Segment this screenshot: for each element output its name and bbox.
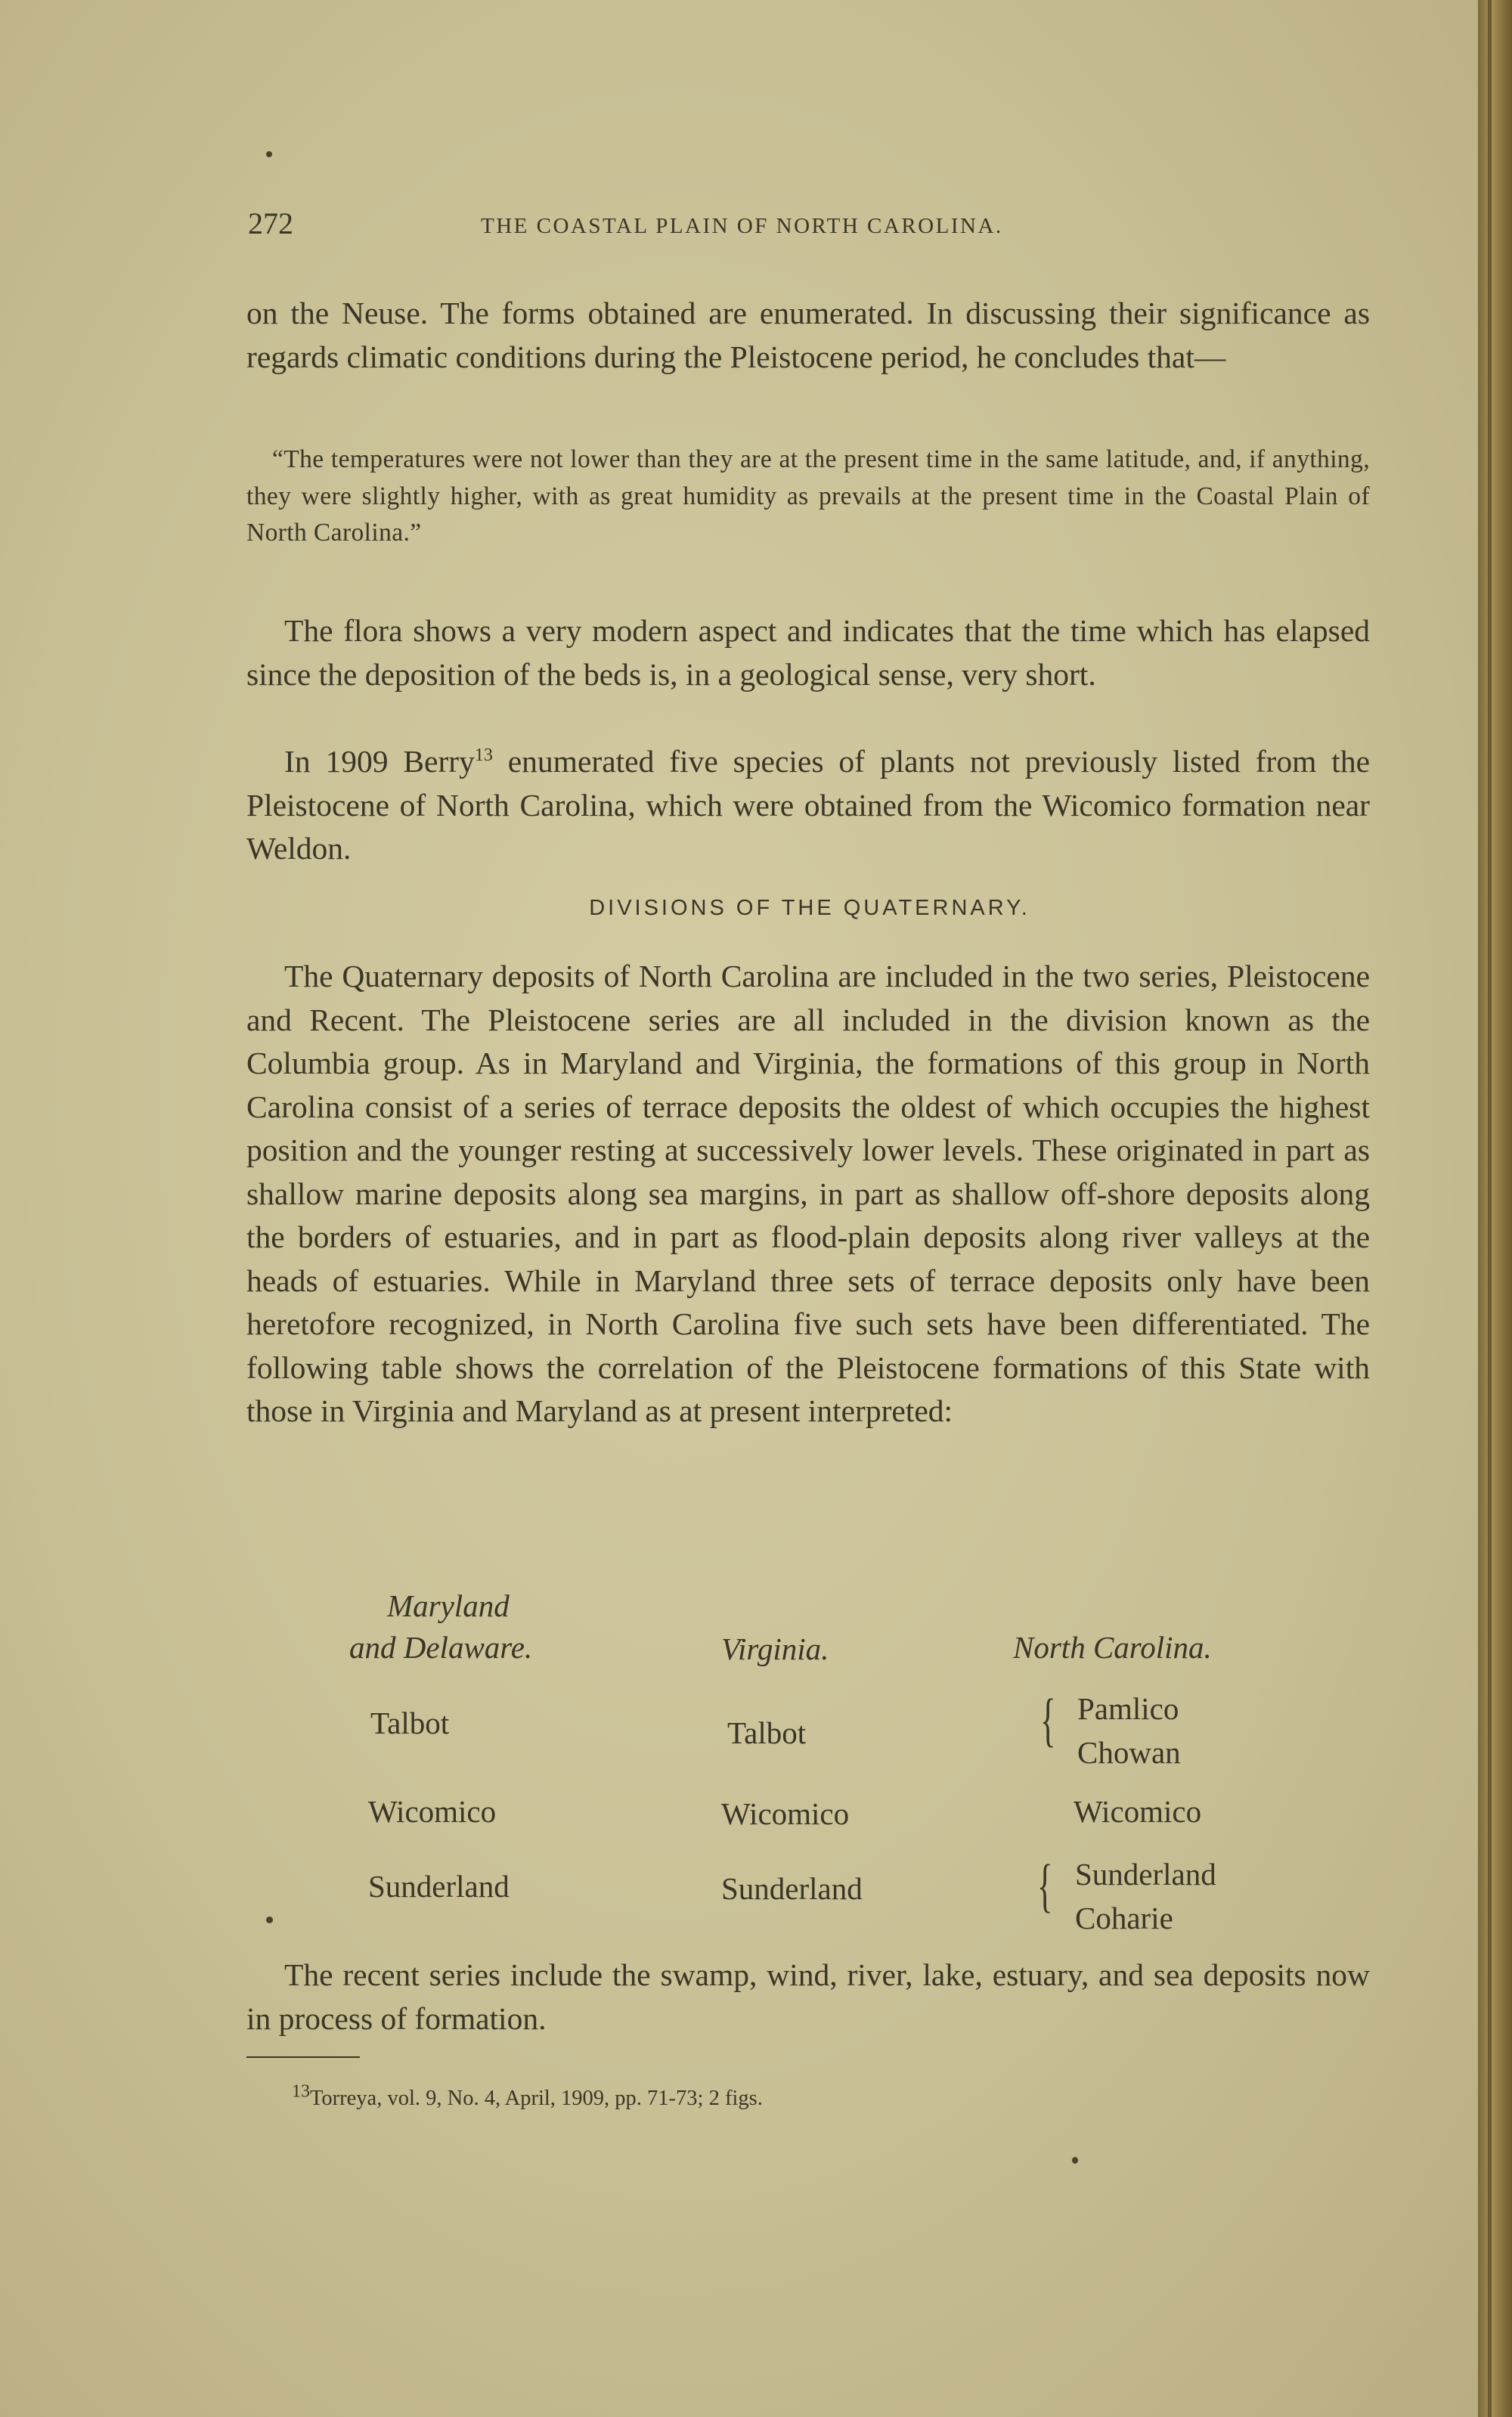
column-header-north-carolina: North Carolina.: [1013, 1630, 1212, 1665]
footnote-reference: 13: [474, 745, 493, 766]
cell-nc-pamlico: Pamlico: [1077, 1691, 1179, 1726]
footnote-rule: [246, 2056, 360, 2058]
cell-nc-chowan: Chowan: [1077, 1735, 1181, 1770]
cell-nc-coharie: Coharie: [1075, 1901, 1173, 1935]
ink-speck: [1072, 2157, 1078, 2164]
left-brace-icon: {: [1040, 1687, 1056, 1752]
paragraph-3-start: In 1909 Berry: [284, 744, 475, 779]
cell-maryland-talbot: Talbot: [370, 1706, 450, 1740]
column-header-maryland-line2: and Delaware.: [349, 1630, 533, 1665]
section-heading: DIVISIONS OF THE QUATERNARY.: [589, 896, 1030, 920]
left-brace-icon: {: [1037, 1852, 1053, 1918]
cell-virginia-talbot: Talbot: [727, 1715, 807, 1750]
running-title: THE COASTAL PLAIN OF NORTH CAROLINA.: [481, 214, 1003, 238]
footnote-number: 13: [292, 2081, 310, 2102]
cell-maryland-sunderland: Sunderland: [368, 1869, 510, 1904]
cell-maryland-wicomico: Wicomico: [368, 1794, 497, 1829]
paragraph-3-rest: enumerated five species of plants not previously listed from the Pleistocene of North Carolina, which were obtained from the Wicomico formation near Weldon.: [246, 744, 1370, 866]
column-header-virginia: Virginia.: [721, 1631, 829, 1666]
ink-speck: [266, 1917, 273, 1923]
block-quote: “The temperatures were not lower than they are at the present time in the same latitude, and, if anything, they were slightly higher, with as great humidity as prevails at the present time in the Coastal Plain of North Carolina.”: [246, 445, 1370, 547]
paragraph-3: [246, 740, 1370, 871]
cell-virginia-wicomico: Wicomico: [721, 1796, 850, 1831]
book-spine-shadow: [1478, 0, 1512, 2417]
footnote-text: Torreya, vol. 9, No. 4, April, 1909, pp. 71-73; 2 figs.: [310, 2087, 763, 2110]
paragraph-1: on the Neuse. The forms obtained are enumerated. In discussing their significance as regards climatic conditions during the Pleistocene period, he concludes that—: [246, 296, 1370, 374]
column-header-maryland-line1: Maryland: [387, 1588, 510, 1623]
paragraph-2: The flora shows a very modern aspect and indicates that the time which has elapsed since the deposition of the beds is, in a geological sense, very short.: [246, 613, 1370, 692]
cell-nc-wicomico: Wicomico: [1074, 1794, 1202, 1829]
ink-speck: [266, 151, 272, 157]
book-gutter-line: [1488, 0, 1492, 2417]
footnote: [292, 2081, 763, 2111]
paragraph-5: The recent series include the swamp, wind, river, lake, estuary, and sea deposits now in process of formation.: [246, 1957, 1370, 2036]
paragraph-4: The Quaternary deposits of North Carolina are included in the two series, Pleistocene and Recent. The Pleistocene series are all included in the division known as the Columbia group. As in Maryland and Virginia, the formations of this group in North Carolina consist of a series of terrace deposits the oldest of which occupies the highest position and the younger resting at successively lower levels. These originated in part as shallow marine deposits along sea margins, in part as shallow off-shore deposits along the borders of estuaries, and in part as flood-plain deposits along river valleys at the heads of estuaries. While in Maryland three sets of terrace deposits only have been heretofore recognized, in North Carolina five such sets have been differentiated. The following table shows the correlation of the Pleistocene formations of this State with those in Virginia and Maryland as at present interpreted:: [246, 959, 1370, 1428]
cell-nc-sunderland: Sunderland: [1075, 1857, 1216, 1892]
cell-virginia-sunderland: Sunderland: [721, 1871, 863, 1906]
page-number: 272: [248, 206, 293, 240]
